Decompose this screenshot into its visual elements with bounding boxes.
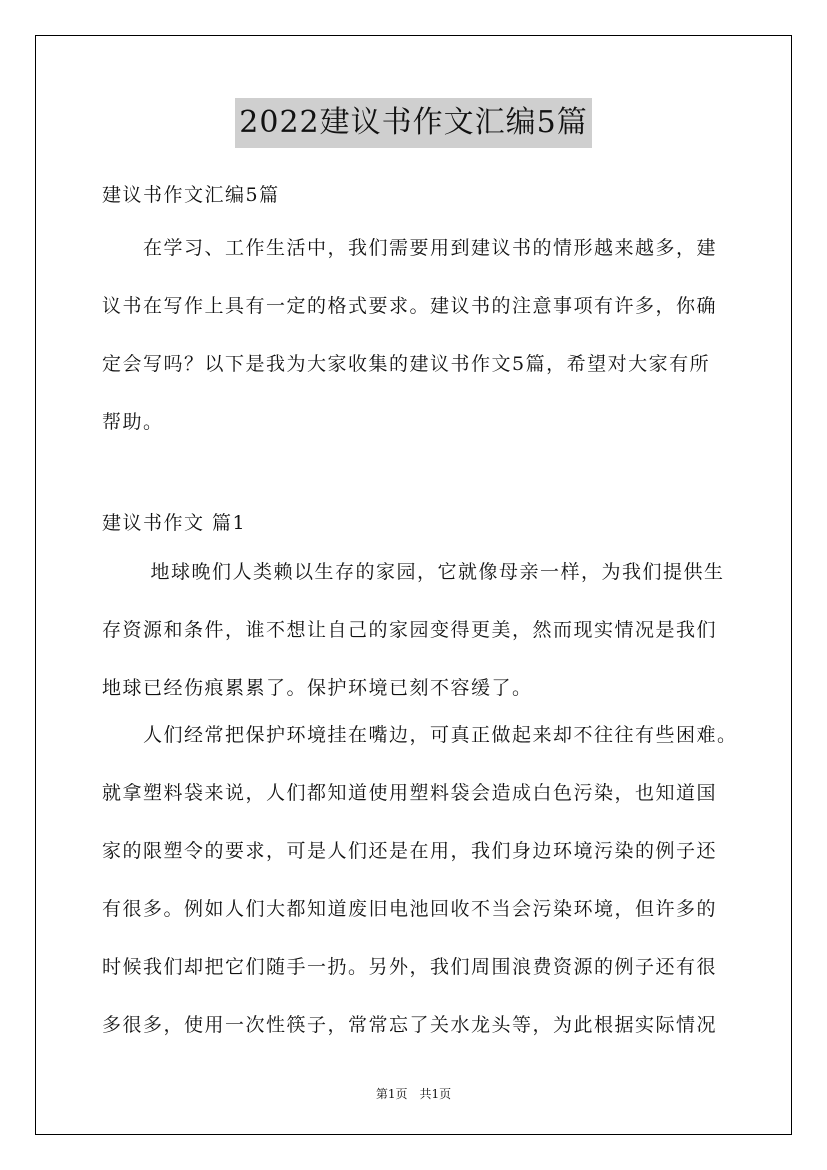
text-line: 存资源和条件，谁不想让自己的家园变得更美，然而现实情况是我们 (102, 619, 718, 641)
text-line: 人们经常把保护环境挂在嘴边，可真正做起来却不往往有些困难。 (102, 724, 738, 746)
text-line: 定会写吗？以下是我为大家收集的建议书作文5篇，希望对大家有所 (102, 353, 711, 375)
text-line: 在学习、工作生活中，我们需要用到建议书的情形越来越多，建 (102, 237, 718, 259)
text-line: 帮助。 (102, 411, 164, 433)
text-line: 时候我们却把它们随手一扔。另外，我们周围浪费资源的例子还有很 (102, 956, 718, 978)
paragraph-1 (102, 557, 732, 731)
text-line: 地球晚们人类赖以生存的家园，它就像母亲一样，为我们提供生 (102, 561, 725, 583)
title-block (0, 98, 827, 148)
text-line: 就拿塑料袋来说，人们都知道使用塑料袋会造成白色污染，也知道国 (102, 782, 718, 804)
paragraph-2 (102, 720, 738, 1068)
text-line: 家的限塑令的要求，可是人们还是在用，我们身边环境污染的例子还 (102, 840, 718, 862)
page-footer: 第1页 共1页 (375, 1087, 452, 1101)
text-line: 议书在写作上具有一定的格式要求。建议书的注意事项有许多，你确 (102, 295, 718, 317)
text-line: 有很多。例如人们大都知道废旧电池回收不当会污染环境，但许多的 (102, 898, 718, 920)
section-heading: 建议书作文 篇1 (102, 512, 247, 534)
subtitle: 建议书作文汇编5篇 (102, 184, 280, 206)
text-line: 地球已经伤痕累累了。保护环境已刻不容缓了。 (102, 677, 533, 699)
intro-paragraph (102, 233, 732, 465)
document-title: 2022建议书作文汇编5篇 (235, 98, 591, 148)
text-line: 多很多，使用一次性筷子，常常忘了关水龙头等，为此根据实际情况 (102, 1014, 718, 1036)
